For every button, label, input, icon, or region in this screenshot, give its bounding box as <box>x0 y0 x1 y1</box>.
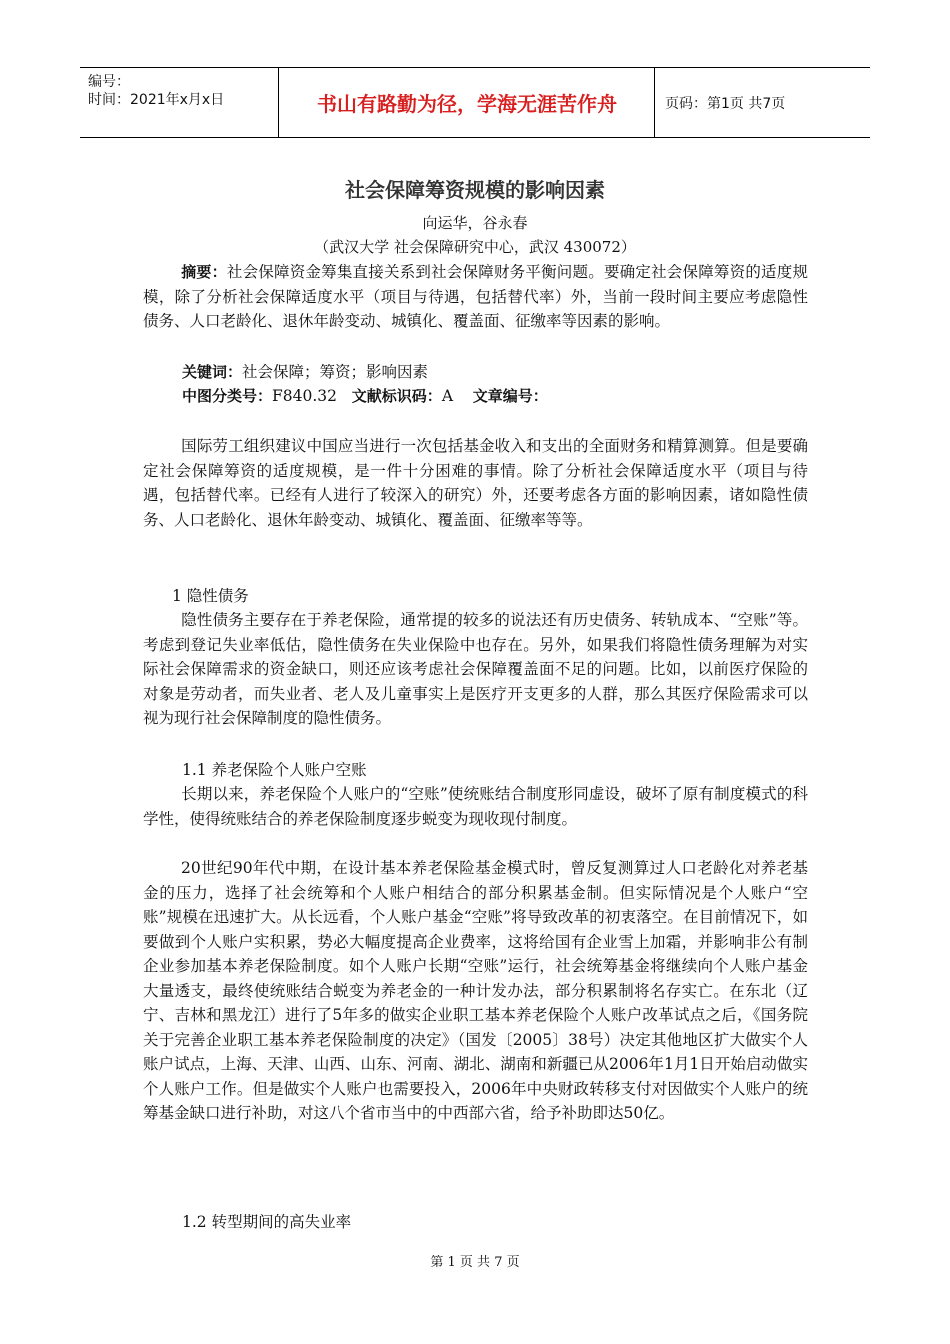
doc-code-label: 文献标识码： <box>351 387 442 405</box>
paper-authors: 向运华，谷永春 <box>422 214 528 232</box>
section-1-2-heading: 1.2 转型期间的高失业率 <box>182 1213 352 1231</box>
header-number-label: 编号： <box>88 74 130 90</box>
clc-label: 中图分类号： <box>182 387 273 405</box>
classification-line <box>182 385 548 406</box>
abstract-label: 摘要： <box>181 263 227 281</box>
intro-text: 国际劳工组织建议中国应当进行一次包括基金收入和支出的全面财务和精算测算。但是要确定社会保障筹资的适度规模，是一件十分困难的事情。除了分析社会保障适度水平（项目与待遇，包括替代率。已经有人进行了较深入的研究）外，还要考虑各方面的影响因素，诸如隐性债务、人口老龄化、退休年龄变动、城镇化、覆盖面、征缴率等等。 <box>143 437 808 529</box>
section-1-1-heading: 1.1 养老保险个人账户空账 <box>182 761 367 779</box>
section-1-heading: 1 隐性债务 <box>172 587 249 605</box>
keywords-text: 社会保障；筹资；影响因素 <box>242 363 429 381</box>
paper-affiliation: （武汉大学 社会保障研究中心，武汉 430072） <box>314 238 636 256</box>
doc-code-value: A <box>441 387 454 405</box>
keywords-label: 关键词： <box>182 363 243 381</box>
section-1-1-paragraph-1 <box>143 782 808 831</box>
article-number-label: 文章编号： <box>472 387 548 405</box>
section-1-1-text-2: 20世纪90年代中期，在设计基本养老保险基金模式时，曾反复测算过人口老龄化对养老基金的压力，选择了社会统筹和个人账户相结合的部分积累基金制。但实际情况是个人账户“空账”规模在迅速扩大。从长远看，个人账户基金“空账”将导致改革的初衷落空。在目前情况下，如要做到个人账户实积累，势必大幅度提高企业费率，这将给国有企业雪上加霜，并影响非公有制企业参加基本养老保险制度。如个人账户长期“空账”运行，社会统筹基金将继续向个人账户基金大量透支，最终使统账结合蜕变为养老金的一种计发办法，部分积累制将名存实亡。在东北（辽宁、吉林和黑龙江）进行了5年多的做实企业职工基本养老保险个人账户改革试点之后，《国务院关于完善企业职工基本养老保险制度的决定》（国发〔2005〕38号）决定其他地区扩大做实个人账户试点，上海、天津、山西、山东、河南、湖北、湖南和新疆已从2006年1月1日开始启动做实个人账户工作。但是做实个人账户也需要投入，2006年中央财政转移支付对因做实个人账户的统筹基金缺口进行补助，对这八个省市当中的中西部六省，给予补助即达50亿。 <box>143 859 808 1122</box>
abstract-paragraph <box>143 260 808 334</box>
clc-value: F840.32 <box>272 387 338 405</box>
section-1-1-text-1: 长期以来，养老保险个人账户的“空账”使统账结合制度形同虚设，破坏了原有制度模式的科学性，使得统账结合的养老保险制度逐步蜕变为现收现付制度。 <box>143 785 808 828</box>
section-1-text: 隐性债务主要存在于养老保险，通常提的较多的说法还有历史债务、转轨成本、“空账”等。考虑到登记失业率低估，隐性债务在失业保险中也存在。另外，如果我们将隐性债务理解为对实际社会保障需求的资金缺口，则还应该考虑社会保障覆盖面不足的问题。比如，以前医疗保险的对象是劳动者，而失业者、老人及儿童事实上是医疗开支更多的人群，那么其医疗保险需求可以视为现行社会保障制度的隐性债务。 <box>143 611 808 727</box>
header-meta <box>80 68 279 137</box>
keywords-line <box>182 360 428 382</box>
page-footer: 第 1 页 共 7 页 <box>430 1255 520 1270</box>
section-1-1-paragraph-2 <box>143 856 808 1126</box>
paper-title: 社会保障筹资规模的影响因素 <box>345 178 605 202</box>
section-1-paragraph <box>143 608 808 731</box>
header-motto: 书山有路勤为径，学海无涯苦作舟 <box>280 68 655 137</box>
header-page-info: 页码：第1页 共7页 <box>665 95 786 112</box>
abstract-text: 社会保障资金筹集直接关系到社会保障财务平衡问题。要确定社会保障筹资的适度规模，除了分析社会保障适度水平（项目与待遇，包括替代率）外，当前一段时间主要应考虑隐性债务、人口老龄化、退休年龄变动、城镇化、覆盖面、征缴率等因素的影响。 <box>143 263 808 330</box>
header-time-label: 时间：2021年x月x日 <box>88 92 225 108</box>
page-header <box>80 67 870 138</box>
intro-paragraph <box>143 434 808 532</box>
